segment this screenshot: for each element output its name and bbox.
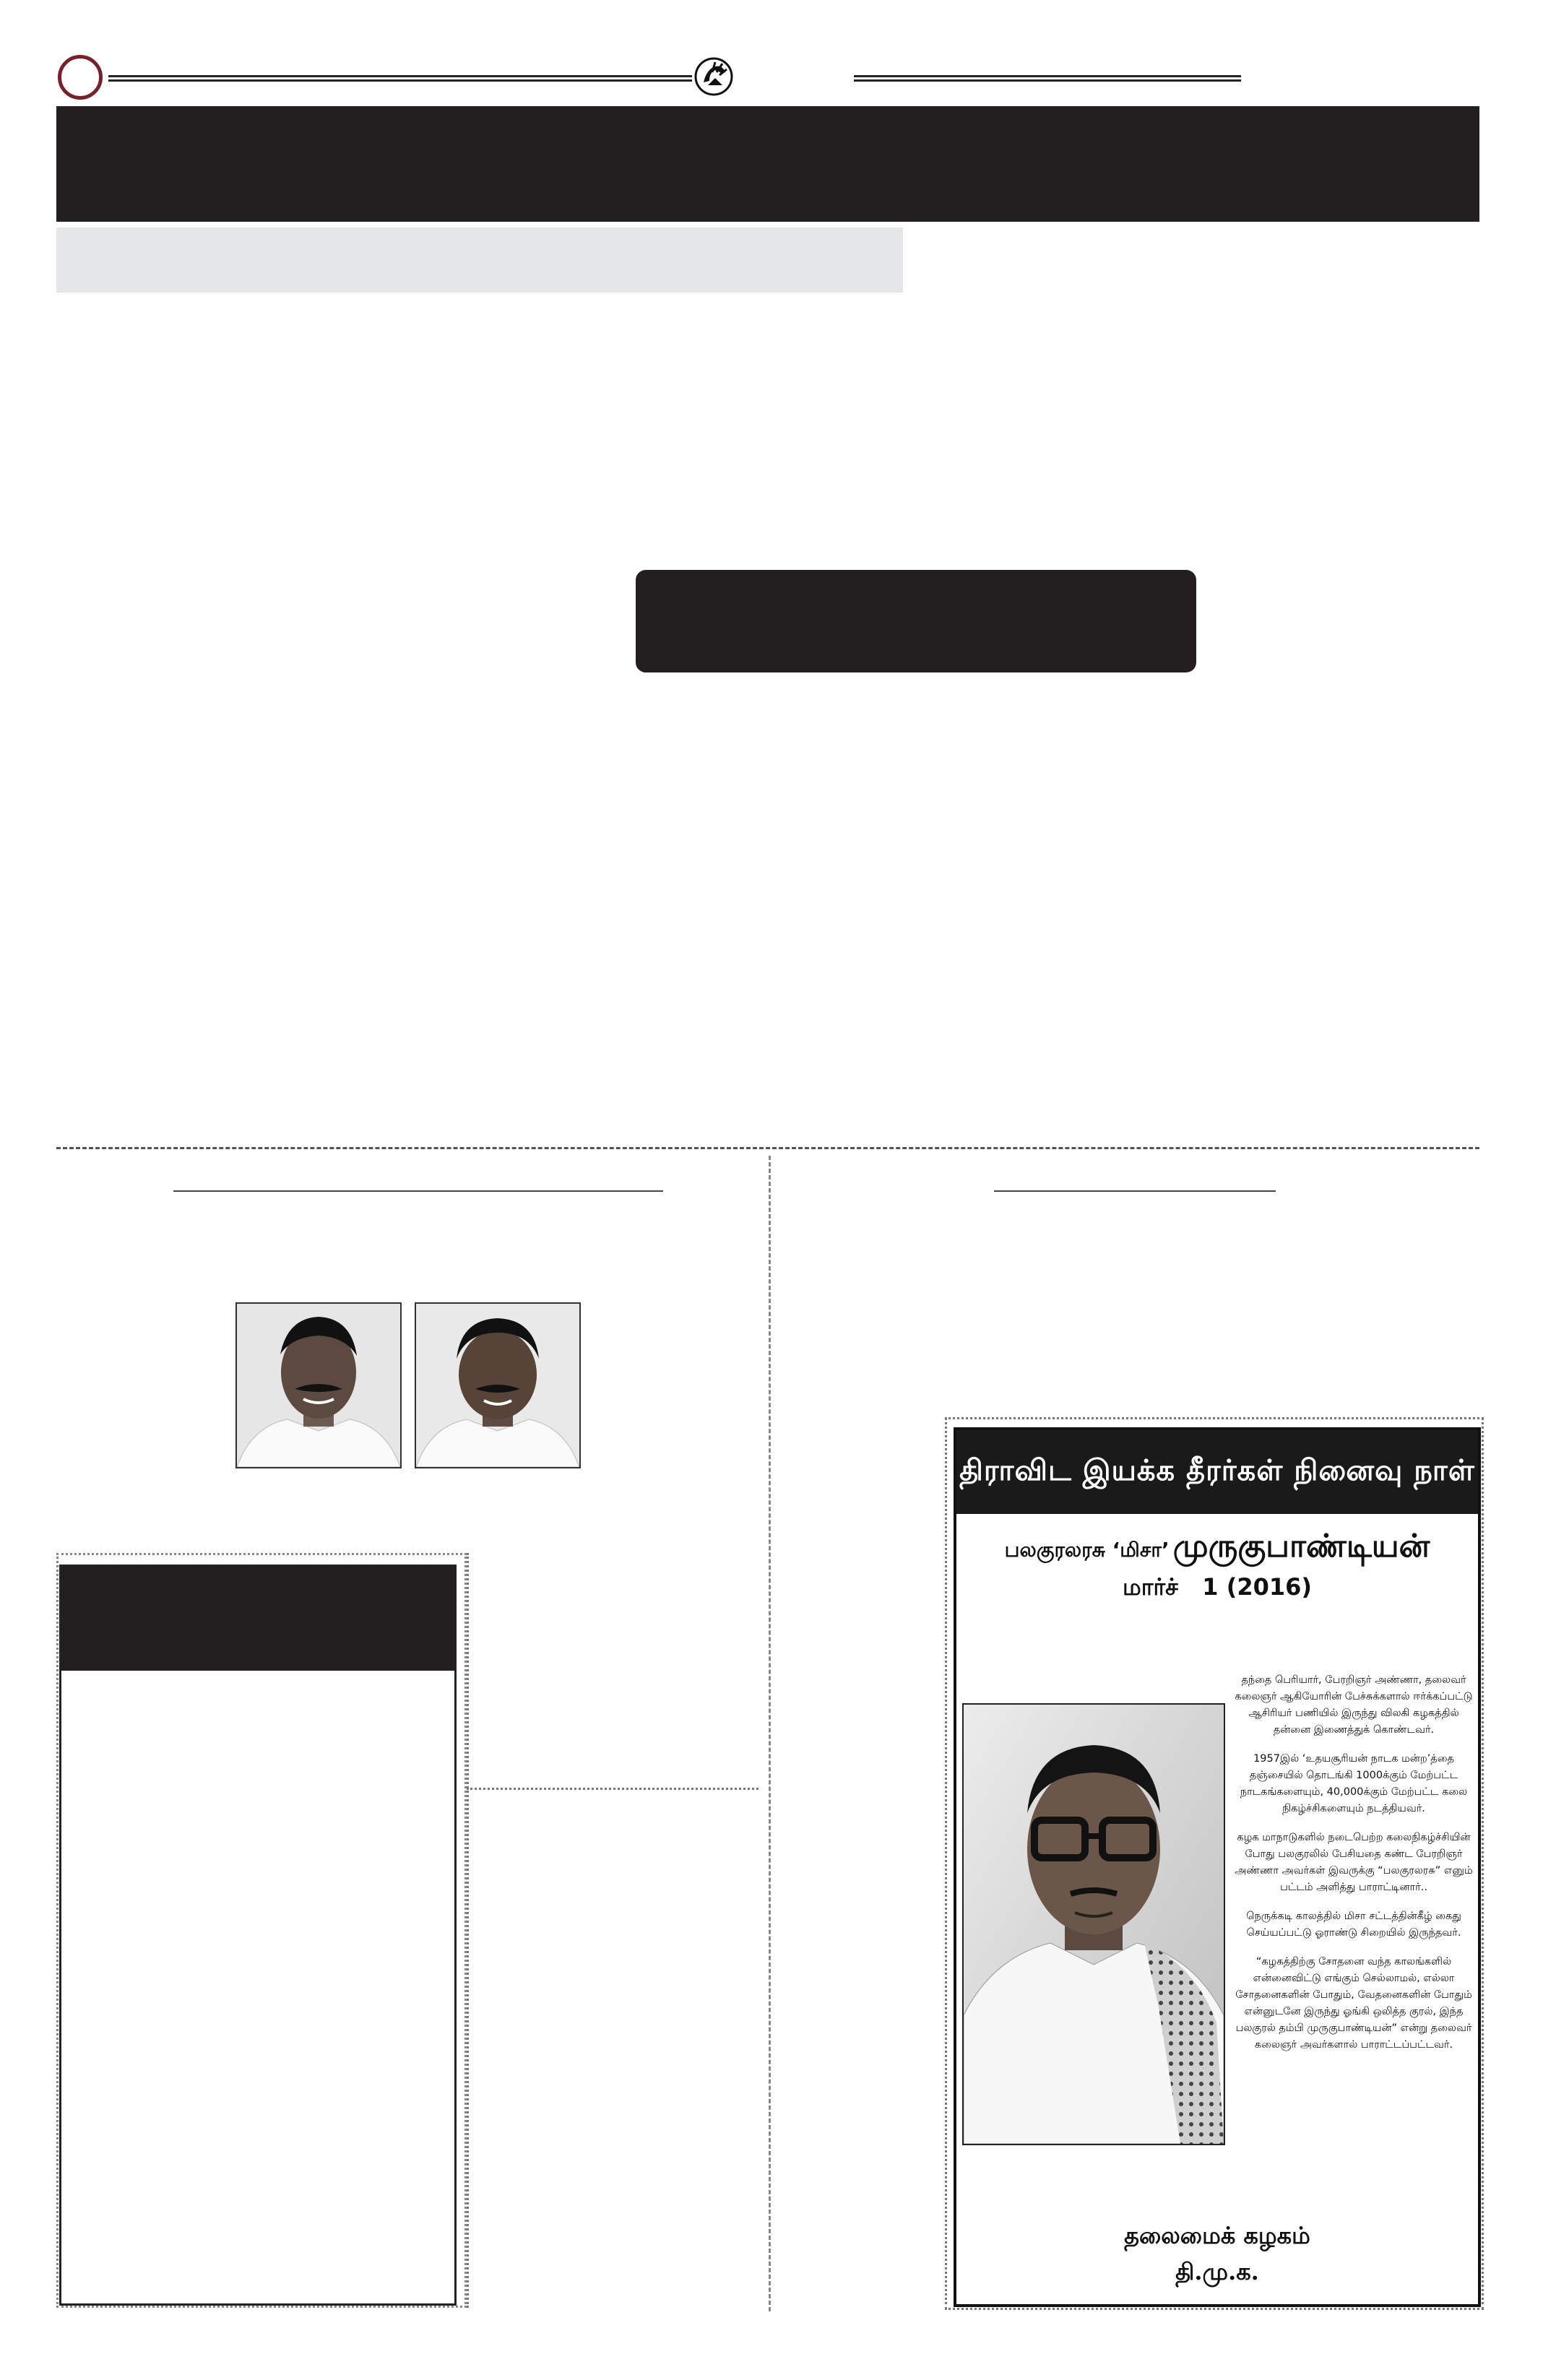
memorial-name-prefix: பலகுரலரசு ‘மிசா’ (1004, 1538, 1170, 1562)
pull-quote-box (636, 570, 1196, 672)
right-article-headline-rule (994, 1190, 1276, 1192)
memorial-banner-title: திராவிட இயக்க தீரர்கள் நினைவு நாள் (956, 1430, 1478, 1514)
header-rule-left (108, 75, 692, 82)
memorial-name-line (961, 1528, 1474, 1569)
rising-sun-emblem-icon (693, 56, 734, 97)
left-box-header-band (61, 1567, 454, 1671)
portrait-photo-two (415, 1302, 581, 1468)
memorial-bio-paragraph: “கழகத்திற்கு சோதனை வந்த காலங்களில் என்னைவிட்டு எங்கும் செல்லாமல், எல்லா சோதனைகளின் போதும், வேதனைகளின் போதும் என்னுடனே இருந்து ஓங்கி ஒலித்த குரல், இந்த பலகுரல் தம்பி முருகுபாண்டியன்” என்று தலைவர் கலைஞர் அவர்களால் பாராட்டப்பட்டவர். (1235, 1956, 1472, 2051)
left-boxed-article (59, 1565, 457, 2306)
memorial-bio-paragraph: கழக மாநாடுகளில் நடைபெற்ற கலைநிகழ்ச்சியின் போது பலகுரலில் பேசியதை கண்ட பேரறிஞர் அண்ணா அவர்கள் இவருக்கு “பலகுரலரசு” எனும் பட்டம் அளித்து பாராட்டினார்.. (1235, 1832, 1473, 1893)
memorial-bio-paragraph: நெருக்கடி காலத்தில் மிசா சட்டத்தின்கீழ் கைது செய்யப்பட்டு ஓராண்டு சிறையில் இருந்தவர். (1246, 1911, 1461, 1939)
memorial-signature (961, 2217, 1474, 2290)
memorial-signature-line1: தலைமைக் கழகம் (1124, 2222, 1310, 2249)
portrait-photo-one (235, 1302, 402, 1468)
headline-banner (56, 106, 1479, 222)
page-number-circle (58, 55, 103, 100)
column-divider (769, 1156, 771, 2311)
left-article-headline-rule (173, 1190, 663, 1192)
memorial-bio-paragraph: தந்தை பெரியார், பேரறிஞர் அண்ணா, தலைவர் கலைஞர் ஆகியோரின் பேச்சுக்களால் ஈர்க்கப்பட்டு ஆசிரியர் பணியில் இருந்து விலகி கழகத்தில் தன்னை இணைத்துக் கொண்டவர். (1235, 1674, 1473, 1736)
middle-column-dotted-rule (467, 1553, 469, 2308)
memorial-bio-paragraph: 1957இல் ‘உதயசூரியன் நாடக மன்ற’த்தை தஞ்சையில் தொடங்கி 1000க்கும் மேற்பட்ட நாடகங்களையும், 40,000க்கும் மேற்பட்ட கலை நிகழ்ச்சிகளையும் நடத்தியவர். (1240, 1753, 1468, 1814)
memorial-date: மார்ச் 1 (2016) (1122, 1573, 1313, 1601)
memorial-portrait-photo (962, 1703, 1225, 2145)
memorial-biography (1231, 1672, 1477, 2066)
memorial-person-name: முருகுபாண்டியன் (1172, 1528, 1430, 1565)
subheadline-band (56, 228, 903, 293)
middle-column-dotted-separator (467, 1788, 758, 1790)
section-divider (56, 1147, 1479, 1149)
memorial-signature-line2: தி.மு.க. (1175, 2258, 1259, 2285)
header-rule-right (854, 75, 1241, 82)
